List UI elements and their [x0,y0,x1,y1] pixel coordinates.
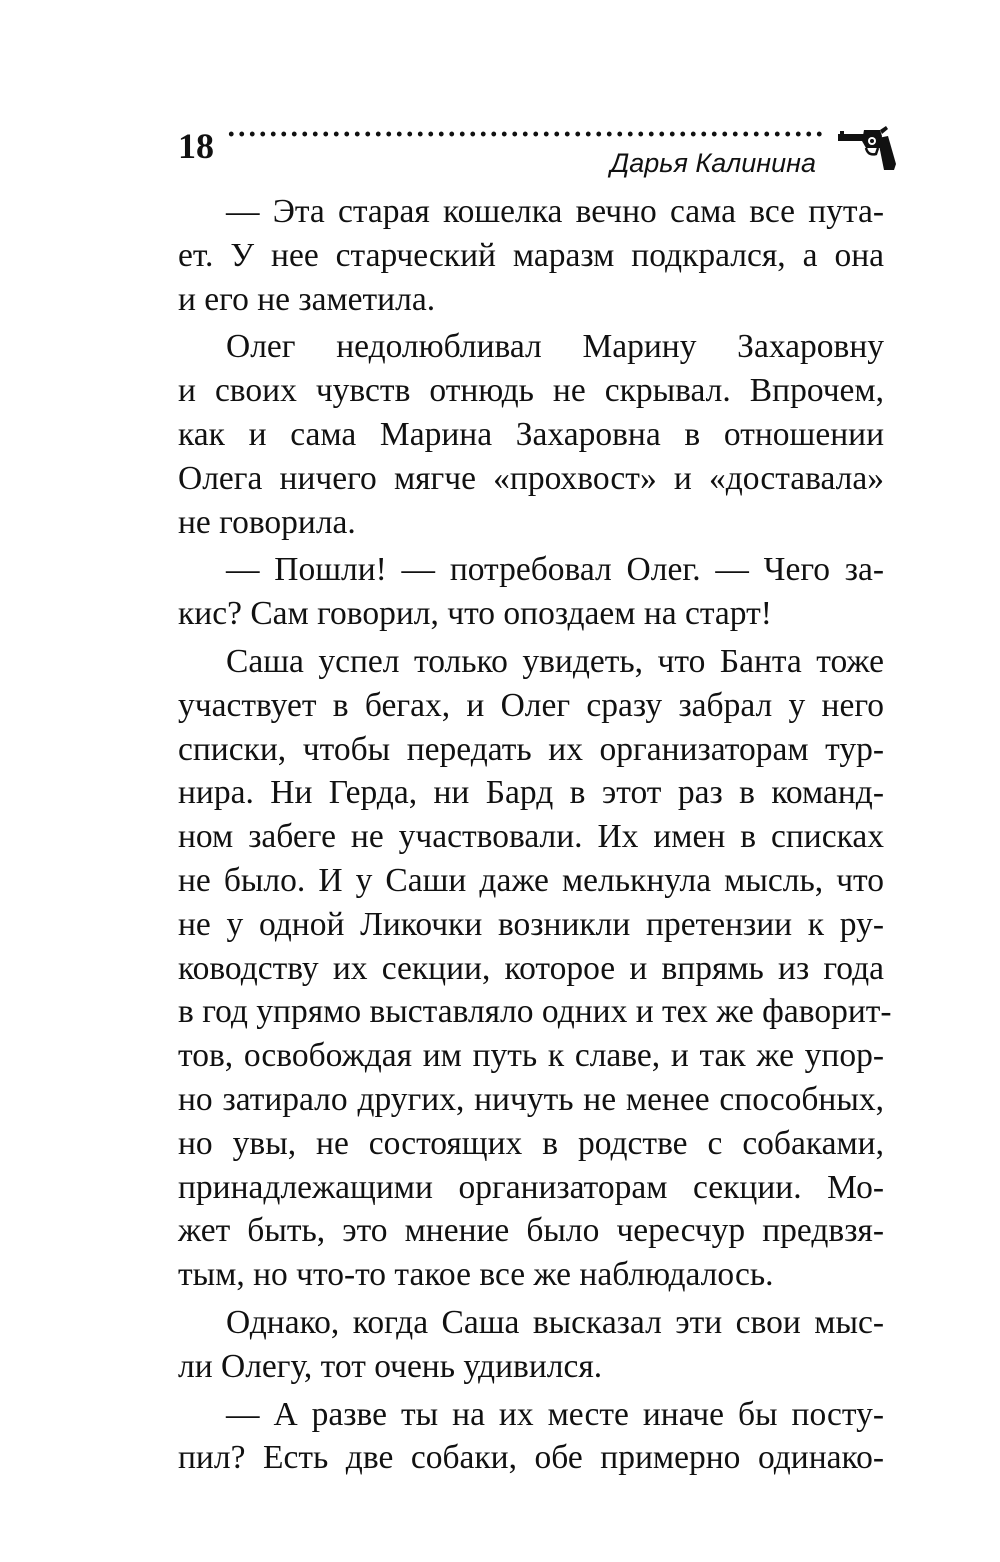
paragraph [178,640,892,1297]
text-line: нира. Ни Герда, ни Бард в этот раз в команд- [178,774,884,812]
text-line: — А разве ты на их месте иначе бы посту- [226,1395,884,1433]
revolver-icon [836,126,898,172]
text-line: ном забеге не участвовали. Их имен в списках [178,818,884,856]
text-line: — Эта старая кошелка вечно сама все пута- [226,193,884,230]
text-line: тым, но что-то такое все же наблюдалось. [178,1256,774,1294]
text-line: ли Олегу, тот очень удивился. [178,1347,603,1385]
text-line: и своих чувств отнюдь не скрывал. Впрочем, [178,372,884,410]
text-line: ет. У нее старческий маразм подкрался, а она [178,236,884,274]
paragraph [178,190,884,321]
text-line: пил? Есть две собаки, обе примерно одинако- [178,1439,884,1477]
text-line: Саша успел только увидеть, что Банта тоже [226,642,884,680]
text-line: и его не заметила. [178,280,436,318]
page-body [178,190,892,1480]
text-line: — Пошли! — потребовал Олег. — Чего за- [226,551,884,589]
text-line: жет быть, это мнение было чересчур предвзя- [178,1212,884,1250]
text-line: участвует в бегах, и Олег сразу забрал у него [178,686,884,724]
text-line: в год упрямо выставляло одних и тех же фаворит- [178,993,892,1031]
text-line: тов, освобождая им путь к славе, и так же упор- [178,1037,884,1075]
text-line: как и сама Марина Захаровна в отношении [178,415,884,453]
dotted-rule [226,124,826,144]
text-line: но увы, не состоящих в родстве с собаками, [178,1124,884,1162]
text-line: не было. И у Саши даже мелькнула мысль, что [178,861,884,899]
text-line: не говорила. [178,503,356,541]
text-line: ководству их секции, которое и впрямь из года [178,949,884,987]
running-header [178,120,898,190]
paragraph [178,548,884,636]
paragraph [178,1301,884,1389]
text-line: принадлежащими организаторам секции. Мо- [178,1168,884,1206]
text-line: Олега ничего мягче «прохвост» и «доставала» [178,459,884,497]
text-line: Однако, когда Саша высказал эти свои мыс- [226,1303,884,1341]
text-line: списки, чтобы передать их организаторам тур- [178,730,884,768]
text-line: не у одной Ликочки возникли претензии к ру- [178,905,884,943]
paragraph [178,1393,884,1481]
page-number: 18 [178,126,214,166]
text-line: Олег недолюбливал Марину Захаровну [226,328,884,366]
text-line: кис? Сам говорил, что опоздаем на старт! [178,595,772,633]
author-name: Дарья Калинина [610,148,816,178]
text-line: но затирало других, ничуть не менее способных, [178,1080,884,1118]
paragraph [178,325,884,544]
